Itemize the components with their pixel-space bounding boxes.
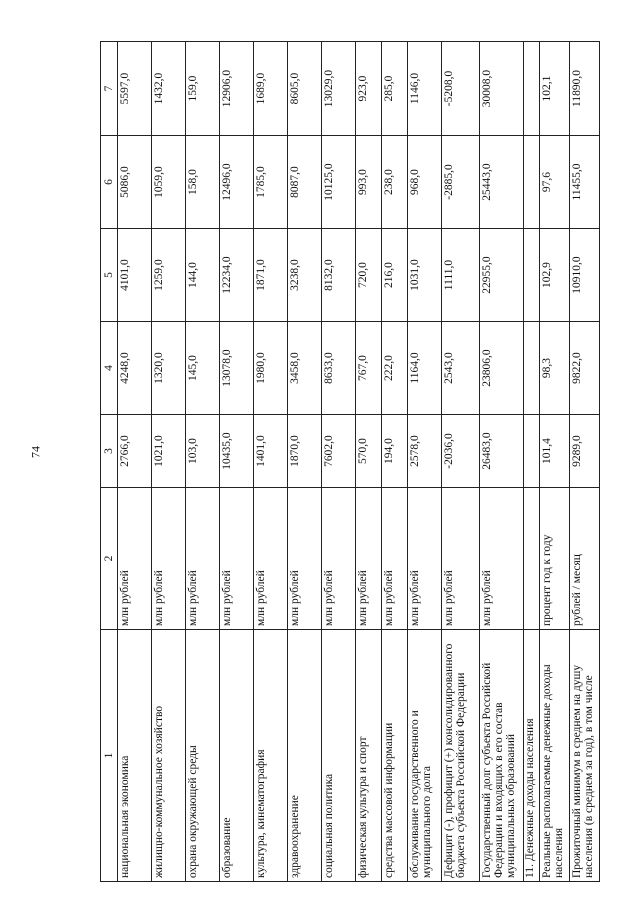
row-label: национальная экономика [118, 630, 152, 882]
value-cell: -5208,0 [442, 42, 480, 136]
value-cell [524, 322, 540, 415]
value-cell: 1870,0 [288, 415, 322, 488]
value-cell: 102,9 [540, 229, 570, 322]
value-cell: 4248,0 [118, 322, 152, 415]
table-row [186, 42, 220, 882]
unit-cell: млн рублей [382, 488, 408, 630]
table-row [480, 42, 524, 882]
value-cell: 103,0 [186, 415, 220, 488]
value-cell: 222,0 [382, 322, 408, 415]
value-cell: 1785,0 [254, 136, 288, 229]
value-cell: 12234,0 [220, 229, 254, 322]
unit-cell: млн рублей [356, 488, 382, 630]
table-row [408, 42, 442, 882]
column-header: 1 [101, 630, 118, 882]
value-cell: 158,0 [186, 136, 220, 229]
table-row [220, 42, 254, 882]
value-cell: 1031,0 [408, 229, 442, 322]
value-cell: 923,0 [356, 42, 382, 136]
value-cell: 194,0 [382, 415, 408, 488]
value-cell: 993,0 [356, 136, 382, 229]
value-cell: 10910,0 [570, 229, 600, 322]
value-cell: 22955,0 [480, 229, 524, 322]
row-label: Дефицит (-), профицит (+) консолидированного бюджета субъекта Российской Федерации [442, 630, 480, 882]
value-cell: 570,0 [356, 415, 382, 488]
value-cell: 285,0 [382, 42, 408, 136]
value-cell: 1111,0 [442, 229, 480, 322]
column-header: 6 [101, 136, 118, 229]
value-cell [524, 42, 540, 136]
value-cell: -2885,0 [442, 136, 480, 229]
value-cell: 30008,0 [480, 42, 524, 136]
budget-table [100, 41, 600, 882]
table-header-row [101, 42, 118, 882]
column-header: 2 [101, 488, 118, 630]
unit-cell: процент год к году [540, 488, 570, 630]
value-cell: 1980,0 [254, 322, 288, 415]
table-row [540, 42, 570, 882]
row-label: средства массовой информации [382, 630, 408, 882]
table-row [570, 42, 600, 882]
value-cell: 1146,0 [408, 42, 442, 136]
value-cell [524, 229, 540, 322]
value-cell: 10125,0 [322, 136, 356, 229]
value-cell: 145,0 [186, 322, 220, 415]
row-label: Прожиточный минимум в среднем на душу населения (в среднем за год), в том числе [570, 630, 600, 882]
row-label: обслуживание государственного и муниципального долга [408, 630, 442, 882]
value-cell: 5597,0 [118, 42, 152, 136]
page-number: 74 [28, 446, 43, 458]
value-cell: 11890,0 [570, 42, 600, 136]
value-cell: 2766,0 [118, 415, 152, 488]
row-label: жилищно-коммунальное хозяйство [152, 630, 186, 882]
value-cell: 9822,0 [570, 322, 600, 415]
column-header: 7 [101, 42, 118, 136]
column-header: 3 [101, 415, 118, 488]
table-row [152, 42, 186, 882]
row-label: социальная политика [322, 630, 356, 882]
table-row [288, 42, 322, 882]
value-cell: 12496,0 [220, 136, 254, 229]
row-label: Реальные располагаемые денежные доходы населения [540, 630, 570, 882]
unit-cell: рублей / месяц [570, 488, 600, 630]
row-label: образование [220, 630, 254, 882]
value-cell: 9289,0 [570, 415, 600, 488]
value-cell: 8633,0 [322, 322, 356, 415]
row-label: охрана окружающей среды [186, 630, 220, 882]
table-row [442, 42, 480, 882]
unit-cell: млн рублей [480, 488, 524, 630]
value-cell: 238,0 [382, 136, 408, 229]
value-cell: 5086,0 [118, 136, 152, 229]
value-cell: 2578,0 [408, 415, 442, 488]
table-row [322, 42, 356, 882]
value-cell: 13078,0 [220, 322, 254, 415]
value-cell: 101,4 [540, 415, 570, 488]
column-header: 5 [101, 229, 118, 322]
value-cell: 8132,0 [322, 229, 356, 322]
table-row [356, 42, 382, 882]
value-cell: 10435,0 [220, 415, 254, 488]
row-label: 11. Денежные доходы населения [524, 630, 540, 882]
value-cell: 8605,0 [288, 42, 322, 136]
value-cell: 1021,0 [152, 415, 186, 488]
table-row [254, 42, 288, 882]
value-cell: -2036,0 [442, 415, 480, 488]
unit-cell: млн рублей [152, 488, 186, 630]
value-cell [524, 415, 540, 488]
unit-cell: млн рублей [408, 488, 442, 630]
value-cell: 7602,0 [322, 415, 356, 488]
value-cell: 1320,0 [152, 322, 186, 415]
value-cell: 159,0 [186, 42, 220, 136]
value-cell: 25443,0 [480, 136, 524, 229]
value-cell: 767,0 [356, 322, 382, 415]
row-label: Государственный долг субъекта Российской Федерации и входящих в его состав муниципальных образований [480, 630, 524, 882]
rotated-table-container [100, 42, 595, 882]
value-cell: 98,3 [540, 322, 570, 415]
unit-cell: млн рублей [442, 488, 480, 630]
value-cell: 144,0 [186, 229, 220, 322]
value-cell: 1871,0 [254, 229, 288, 322]
value-cell: 2543,0 [442, 322, 480, 415]
unit-cell: млн рублей [186, 488, 220, 630]
value-cell: 720,0 [356, 229, 382, 322]
value-cell: 216,0 [382, 229, 408, 322]
unit-cell: млн рублей [220, 488, 254, 630]
table-row [118, 42, 152, 882]
table-row [382, 42, 408, 882]
value-cell: 3458,0 [288, 322, 322, 415]
column-header: 4 [101, 322, 118, 415]
unit-cell: млн рублей [254, 488, 288, 630]
value-cell: 968,0 [408, 136, 442, 229]
value-cell: 23806,0 [480, 322, 524, 415]
unit-cell [524, 488, 540, 630]
value-cell: 3238,0 [288, 229, 322, 322]
row-label: физическая культура и спорт [356, 630, 382, 882]
unit-cell: млн рублей [288, 488, 322, 630]
value-cell: 1689,0 [254, 42, 288, 136]
value-cell: 97,6 [540, 136, 570, 229]
value-cell: 26483,0 [480, 415, 524, 488]
value-cell: 102,1 [540, 42, 570, 136]
table-body [118, 42, 600, 882]
unit-cell: млн рублей [118, 488, 152, 630]
value-cell: 12906,0 [220, 42, 254, 136]
table-row [524, 42, 540, 882]
unit-cell: млн рублей [322, 488, 356, 630]
value-cell: 1164,0 [408, 322, 442, 415]
row-label: культура, кинематография [254, 630, 288, 882]
row-label: здравоохранение [288, 630, 322, 882]
value-cell: 8087,0 [288, 136, 322, 229]
value-cell: 1259,0 [152, 229, 186, 322]
value-cell: 13029,0 [322, 42, 356, 136]
value-cell: 11455,0 [570, 136, 600, 229]
value-cell: 4101,0 [118, 229, 152, 322]
value-cell: 1059,0 [152, 136, 186, 229]
value-cell: 1401,0 [254, 415, 288, 488]
value-cell [524, 136, 540, 229]
value-cell: 1432,0 [152, 42, 186, 136]
